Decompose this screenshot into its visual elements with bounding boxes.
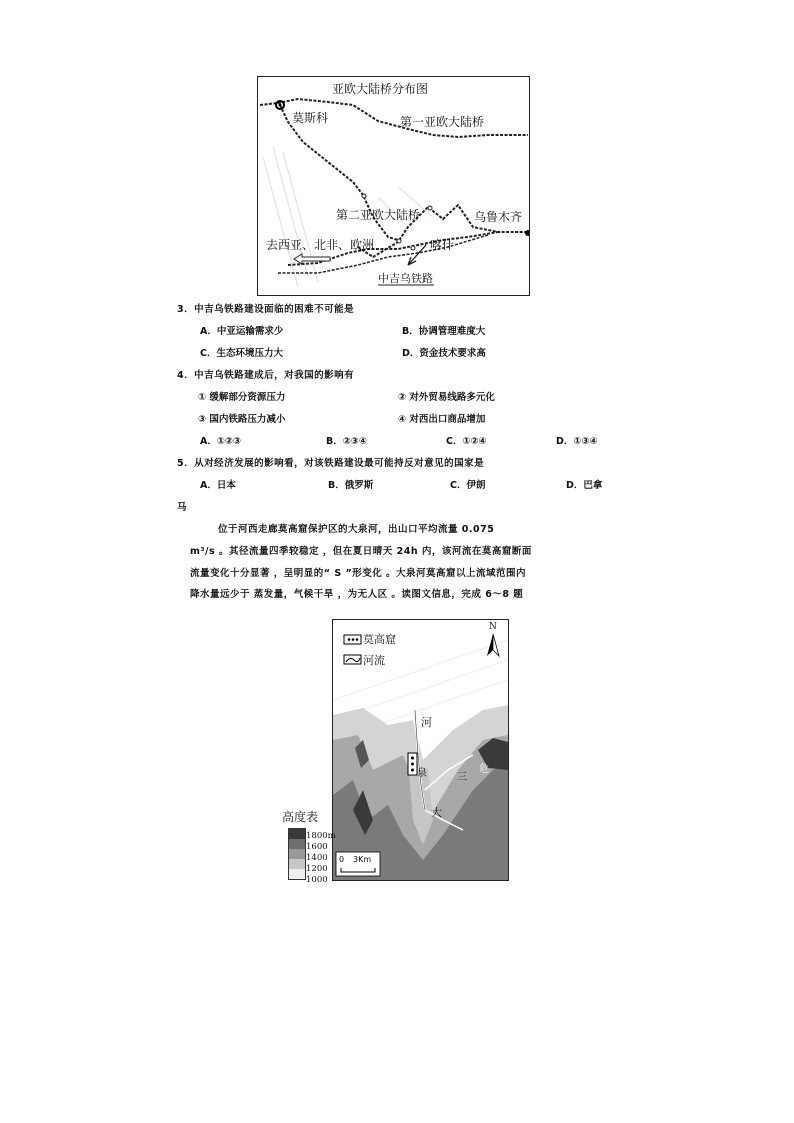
q5-option-a: A．日本 <box>200 480 236 491</box>
swatch-1400 <box>289 849 305 859</box>
q3-stem: 3．中吉乌铁路建设面临的困难不可能是 <box>177 304 355 315</box>
elevation-swatches <box>288 828 306 880</box>
scale-distance: 3Km <box>353 855 372 864</box>
q3-option-a: A．中亚运输需求少 <box>200 326 284 337</box>
urumqi-marker <box>525 230 529 236</box>
passage-line-1: 位于河西走廊莫高窟保护区的大泉河，出山口平均流量 0.075 <box>218 524 495 535</box>
q4-option-d: D．①③④ <box>556 436 598 447</box>
mogao-terrain-map <box>332 619 509 881</box>
elevation-title: 高度表 <box>282 810 319 824</box>
scale-zero: 0 <box>339 855 345 864</box>
label-railway: 中吉乌铁路 <box>378 272 433 285</box>
legend-river-label: 河流 <box>363 654 385 667</box>
elev-level-1000: 1000 <box>306 875 328 885</box>
river-char-da: 大 <box>431 806 442 819</box>
q5-option-b: B．俄罗斯 <box>328 480 374 491</box>
north-label: N <box>489 622 497 632</box>
passage-line-4: 降水量远少于 蒸发量，气候干旱 ，为无人区 。读图文信息，完成 6～8 题 <box>190 589 524 600</box>
label-moscow: 莫斯科 <box>292 111 329 125</box>
q4-option-b: B．②③④ <box>326 436 367 447</box>
q4-stem: 4．中吉乌铁路建成后，对我国的影响有 <box>177 370 355 381</box>
q5-stem: 5．从对经济发展的影响看，对该铁路建设最可能持反对意见的国家是 <box>177 458 485 469</box>
elev-level-1600: 1600 <box>306 842 328 852</box>
swatch-1000 <box>289 869 305 879</box>
q3-option-b: B．协调管理难度大 <box>402 326 486 337</box>
swatch-1200 <box>289 859 305 869</box>
passage-line-3: 流量变化十分显著 ，呈明显的“ S ”形变化 。大泉河莫高窟以上流域范围内 <box>190 568 527 579</box>
q4-option-c: C．①②④ <box>446 436 487 447</box>
q3-option-d: D．资金技术要求高 <box>402 348 486 359</box>
label-second-bridge: 第二亚欧大陆桥 <box>336 208 421 222</box>
label-west: 去西亚、北非、欧洲 <box>266 238 375 252</box>
swatch-1600 <box>289 839 305 849</box>
elev-level-1400: 1400 <box>306 853 328 863</box>
terrain-svg <box>333 620 508 880</box>
elev-level-1200: 1200 <box>306 864 328 874</box>
q4-item-3: ③ 国内铁路压力减小 <box>198 414 286 425</box>
label-urumqi: 乌鲁木齐 <box>474 210 523 224</box>
q4-item-1: ① 缓解部分资源压力 <box>198 392 286 403</box>
map1-title: 亚欧大陆桥分布图 <box>332 82 429 96</box>
label-first-bridge: 第一亚欧大陆桥 <box>400 115 485 129</box>
river-char-wei: 危 <box>479 764 489 775</box>
q3-option-c: C．生态环境压力大 <box>200 348 283 359</box>
river-char-he: 河 <box>421 716 432 729</box>
passage-line-2: m³/s 。其径流量四季较稳定 ，但在夏日晴天 24h 内，该河流在莫高窟断面 <box>190 546 532 557</box>
q5-option-d-continued: 马 <box>177 502 187 513</box>
legend-cave-label: 莫高窟 <box>363 633 396 646</box>
q4-item-2: ② 对外贸易线路多元化 <box>398 392 495 403</box>
q4-item-4: ④ 对西出口商品增加 <box>398 414 486 425</box>
elev-level-1800: 1800m <box>306 831 336 841</box>
label-kashgar: 喀什 <box>430 238 455 252</box>
q5-option-d: D．巴拿 <box>566 480 603 491</box>
eurasian-land-bridge-map <box>257 76 530 296</box>
legend-river-icon <box>344 655 361 664</box>
river-char-san: 三 <box>457 772 467 783</box>
river-char-quan: 泉 <box>417 768 427 779</box>
q5-option-c: C．伊朗 <box>450 480 486 491</box>
q4-option-a: A．①②③ <box>200 436 241 447</box>
swatch-1800 <box>289 829 305 839</box>
